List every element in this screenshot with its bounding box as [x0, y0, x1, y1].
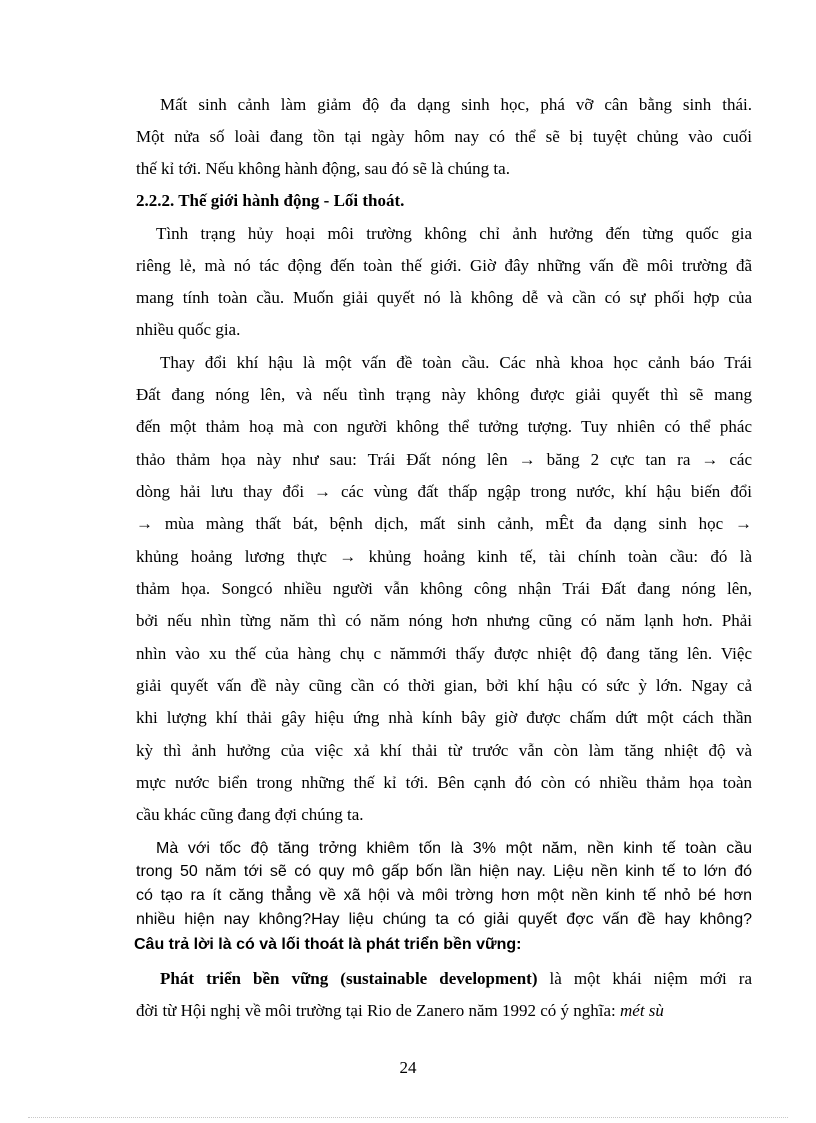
paragraph-line: thảm họa. Songcó nhiều người vẫn không công nhận Trái Đất đang nóng lên, — [136, 579, 752, 598]
paragraph-line: Mà với tốc độ tăng trởng khiêm tốn là 3% một năm, nền kinh tế toàn cầu — [156, 840, 752, 857]
emphasis-heading: Câu trả lời là có và lối thoát là phát triển bền vững: — [134, 936, 522, 953]
paragraph-line: nhìn vào xu thế của hàng chụ c nămmới thấy được nhiệt độ đang tăng lên. Việc — [136, 644, 752, 663]
paragraph-italic: mét sù — [620, 1001, 664, 1020]
paragraph-line: nhiều hiện nay không?Hay liệu chúng ta có giải quyết đợc vấn đề hay không? — [136, 911, 752, 928]
paragraph-line: mang tính toàn cầu. Muốn giải quyết nó là không dễ và cần có sự phối hợp của — [136, 288, 752, 307]
paragraph-line: Thay đổi khí hậu là một vấn đề toàn cầu. Các nhà khoa học cảnh báo Trái — [160, 353, 752, 372]
paragraph-line: Mất sinh cảnh làm giảm độ đa dạng sinh học, phá vỡ cân bằng sinh thái. — [160, 95, 752, 114]
paragraph-line: có tạo ra ít căng thẳng về xã hội và môi trờng hơn một nền kinh tế nhỏ bé hơn — [136, 887, 752, 904]
paragraph-line: nhiều quốc gia. — [136, 320, 241, 339]
paragraph-line: giải quyết vấn đề này cũng cần có thời gian, bởi khí hậu có sức ỳ lớn. Ngay cả — [136, 676, 752, 695]
paragraph-line — [160, 968, 752, 990]
paragraph-line: đến một thảm hoạ mà con người không thể tưởng tượng. Tuy nhiên có thể phác — [136, 417, 752, 436]
paragraph-line: Đất đang nóng lên, và nếu tình trạng này không được giải quyết thì sẽ mang — [136, 385, 752, 404]
section-heading: 2.2.2. Thế giới hành động - Lối thoát. — [136, 191, 405, 210]
paragraph-line: dòng hải lưu thay đổi → các vùng đất thấp ngập trong nước, khí hậu biến đổi — [136, 482, 752, 501]
paragraph-line: khủng hoảng lương thực → khủng hoảng kinh tế, tài chính toàn cầu: đó là — [136, 547, 752, 566]
paragraph-line: riêng lẻ, mà nó tác động đến toàn thế giới. Giờ đây những vấn đề môi trường đã — [136, 256, 752, 275]
paragraph-line: bởi nếu nhìn từng năm thì có năm nóng hơn nhưng cũng có năm lạnh hơn. Phải — [136, 611, 752, 630]
paragraph-line: Tình trạng hủy hoại môi trường không chỉ ảnh hưởng đến từng quốc gia — [156, 224, 752, 243]
paragraph-text: đời từ Hội nghị về môi trường tại Rio de Zanero năm 1992 có ý nghĩa: — [136, 1001, 620, 1020]
paragraph-line: khi lượng khí thải gây hiệu ứng nhà kính bây giờ được chấm dứt một cách thần — [136, 708, 752, 727]
paragraph-line: Một nửa số loài đang tồn tại ngày hôm nay có thể sẽ bị tuyệt chủng vào cuối — [136, 127, 752, 146]
paragraph-line: kỳ thì ảnh hưởng của việc xả khí thải từ trước vẫn còn làm tăng nhiệt độ và — [136, 741, 752, 760]
paragraph-line: thế kỉ tới. Nếu không hành động, sau đó sẽ là chúng ta. — [136, 159, 510, 178]
paragraph-line: → mùa màng thất bát, bệnh dịch, mất sinh cảnh, mÊt đa dạng sinh học → — [136, 514, 752, 533]
term-highlight: Phát triển bền vững (sustainable development) — [160, 969, 538, 988]
paragraph-text: là một khái niệm mới ra — [537, 969, 752, 988]
paragraph-line — [136, 1000, 664, 1022]
paragraph-line: thảo thảm họa này như sau: Trái Đất nóng lên → băng 2 cực tan ra → các — [136, 450, 752, 469]
paragraph-line: mực nước biển trong những thế kỉ tới. Bên cạnh đó còn có nhiều thảm họa toàn — [136, 773, 752, 792]
page-border — [28, 1117, 788, 1118]
paragraph-line: trong 50 năm tới sẽ có quy mô gấp bốn lần hiện nay. Liệu nền kinh tế to lớn đó — [136, 863, 752, 880]
paragraph-line: cầu khác cũng đang đợi chúng ta. — [136, 805, 364, 824]
page-number: 24 — [399, 1058, 417, 1077]
